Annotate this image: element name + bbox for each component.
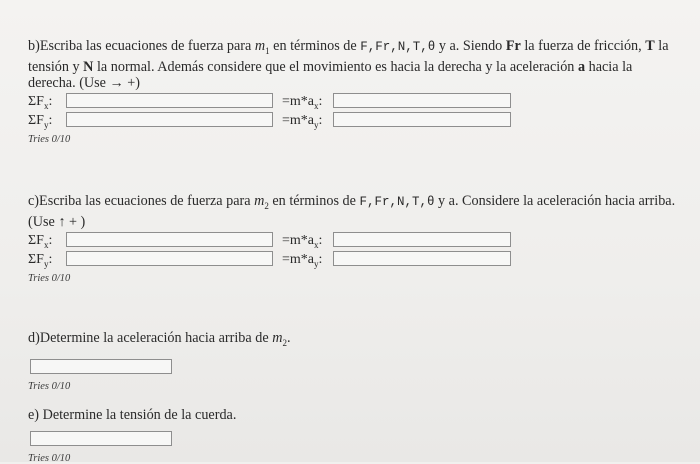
part-b-may-input[interactable]: [333, 112, 511, 127]
ma-y-label: $=m*a_y$:: [282, 251, 323, 269]
part-c-fx-row: [28, 232, 678, 251]
sum-fy-label: $\Sigma F_y$:: [28, 251, 53, 269]
part-b: [28, 38, 678, 145]
part-e-answer-row: [28, 431, 678, 450]
part-b-max-input[interactable]: [333, 93, 511, 108]
part-c-max-input[interactable]: [333, 232, 511, 247]
part-b-fy-input[interactable]: [66, 112, 273, 127]
part-c-fy-row: [28, 251, 678, 270]
ma-x-label: $=m*a_x$:: [282, 93, 323, 111]
part-c-fy-input[interactable]: [66, 251, 273, 266]
part-e-answer-input[interactable]: [30, 431, 172, 446]
part-b-tries: Tries 0/10: [28, 133, 71, 145]
part-c-tries: Tries 0/10: [28, 272, 71, 284]
ma-x-label: $=m*a_x$:: [282, 232, 323, 250]
part-b-fx-input[interactable]: [66, 93, 273, 108]
part-d: [28, 330, 678, 392]
part-d-tries: Tries 0/10: [28, 380, 71, 392]
part-e-question: e) Determine la tensión de la cuerda.: [28, 407, 237, 423]
part-d-question: d)Determine la aceleración hacia arriba de $m_2$.: [28, 330, 291, 348]
part-c-question: c)Escriba las ecuaciones de fuerza para $m_2$ en términos de F,Fr,N,T,θ y a. Considere la aceleración hacia arriba. (Use ↑ + ): [28, 193, 676, 230]
part-b-question: b)Escriba las ecuaciones de fuerza para $m_1$ en términos de F,Fr,N,T,θ y a. Siendo Fr la fuerza de fricción, T la tensión y N la normal. Además considere que el movimiento es hacia la derecha y la aceleración a hacia la derecha. (Use → +): [28, 38, 669, 91]
part-c: [28, 193, 678, 284]
ma-y-label: $=m*a_y$:: [282, 112, 323, 130]
part-d-answer-row: [28, 359, 678, 378]
part-e-tries: Tries 0/10: [28, 453, 71, 464]
part-b-fy-row: [28, 112, 678, 131]
sum-fx-label: $\Sigma F_x$:: [28, 93, 53, 111]
sum-fy-label: $\Sigma F_y$:: [28, 112, 53, 130]
part-d-answer-input[interactable]: [30, 359, 172, 374]
sum-fx-label: $\Sigma F_x$:: [28, 232, 53, 250]
part-e: [28, 407, 678, 464]
part-c-fx-input[interactable]: [66, 232, 273, 247]
part-c-may-input[interactable]: [333, 251, 511, 266]
part-b-fx-row: [28, 93, 678, 112]
